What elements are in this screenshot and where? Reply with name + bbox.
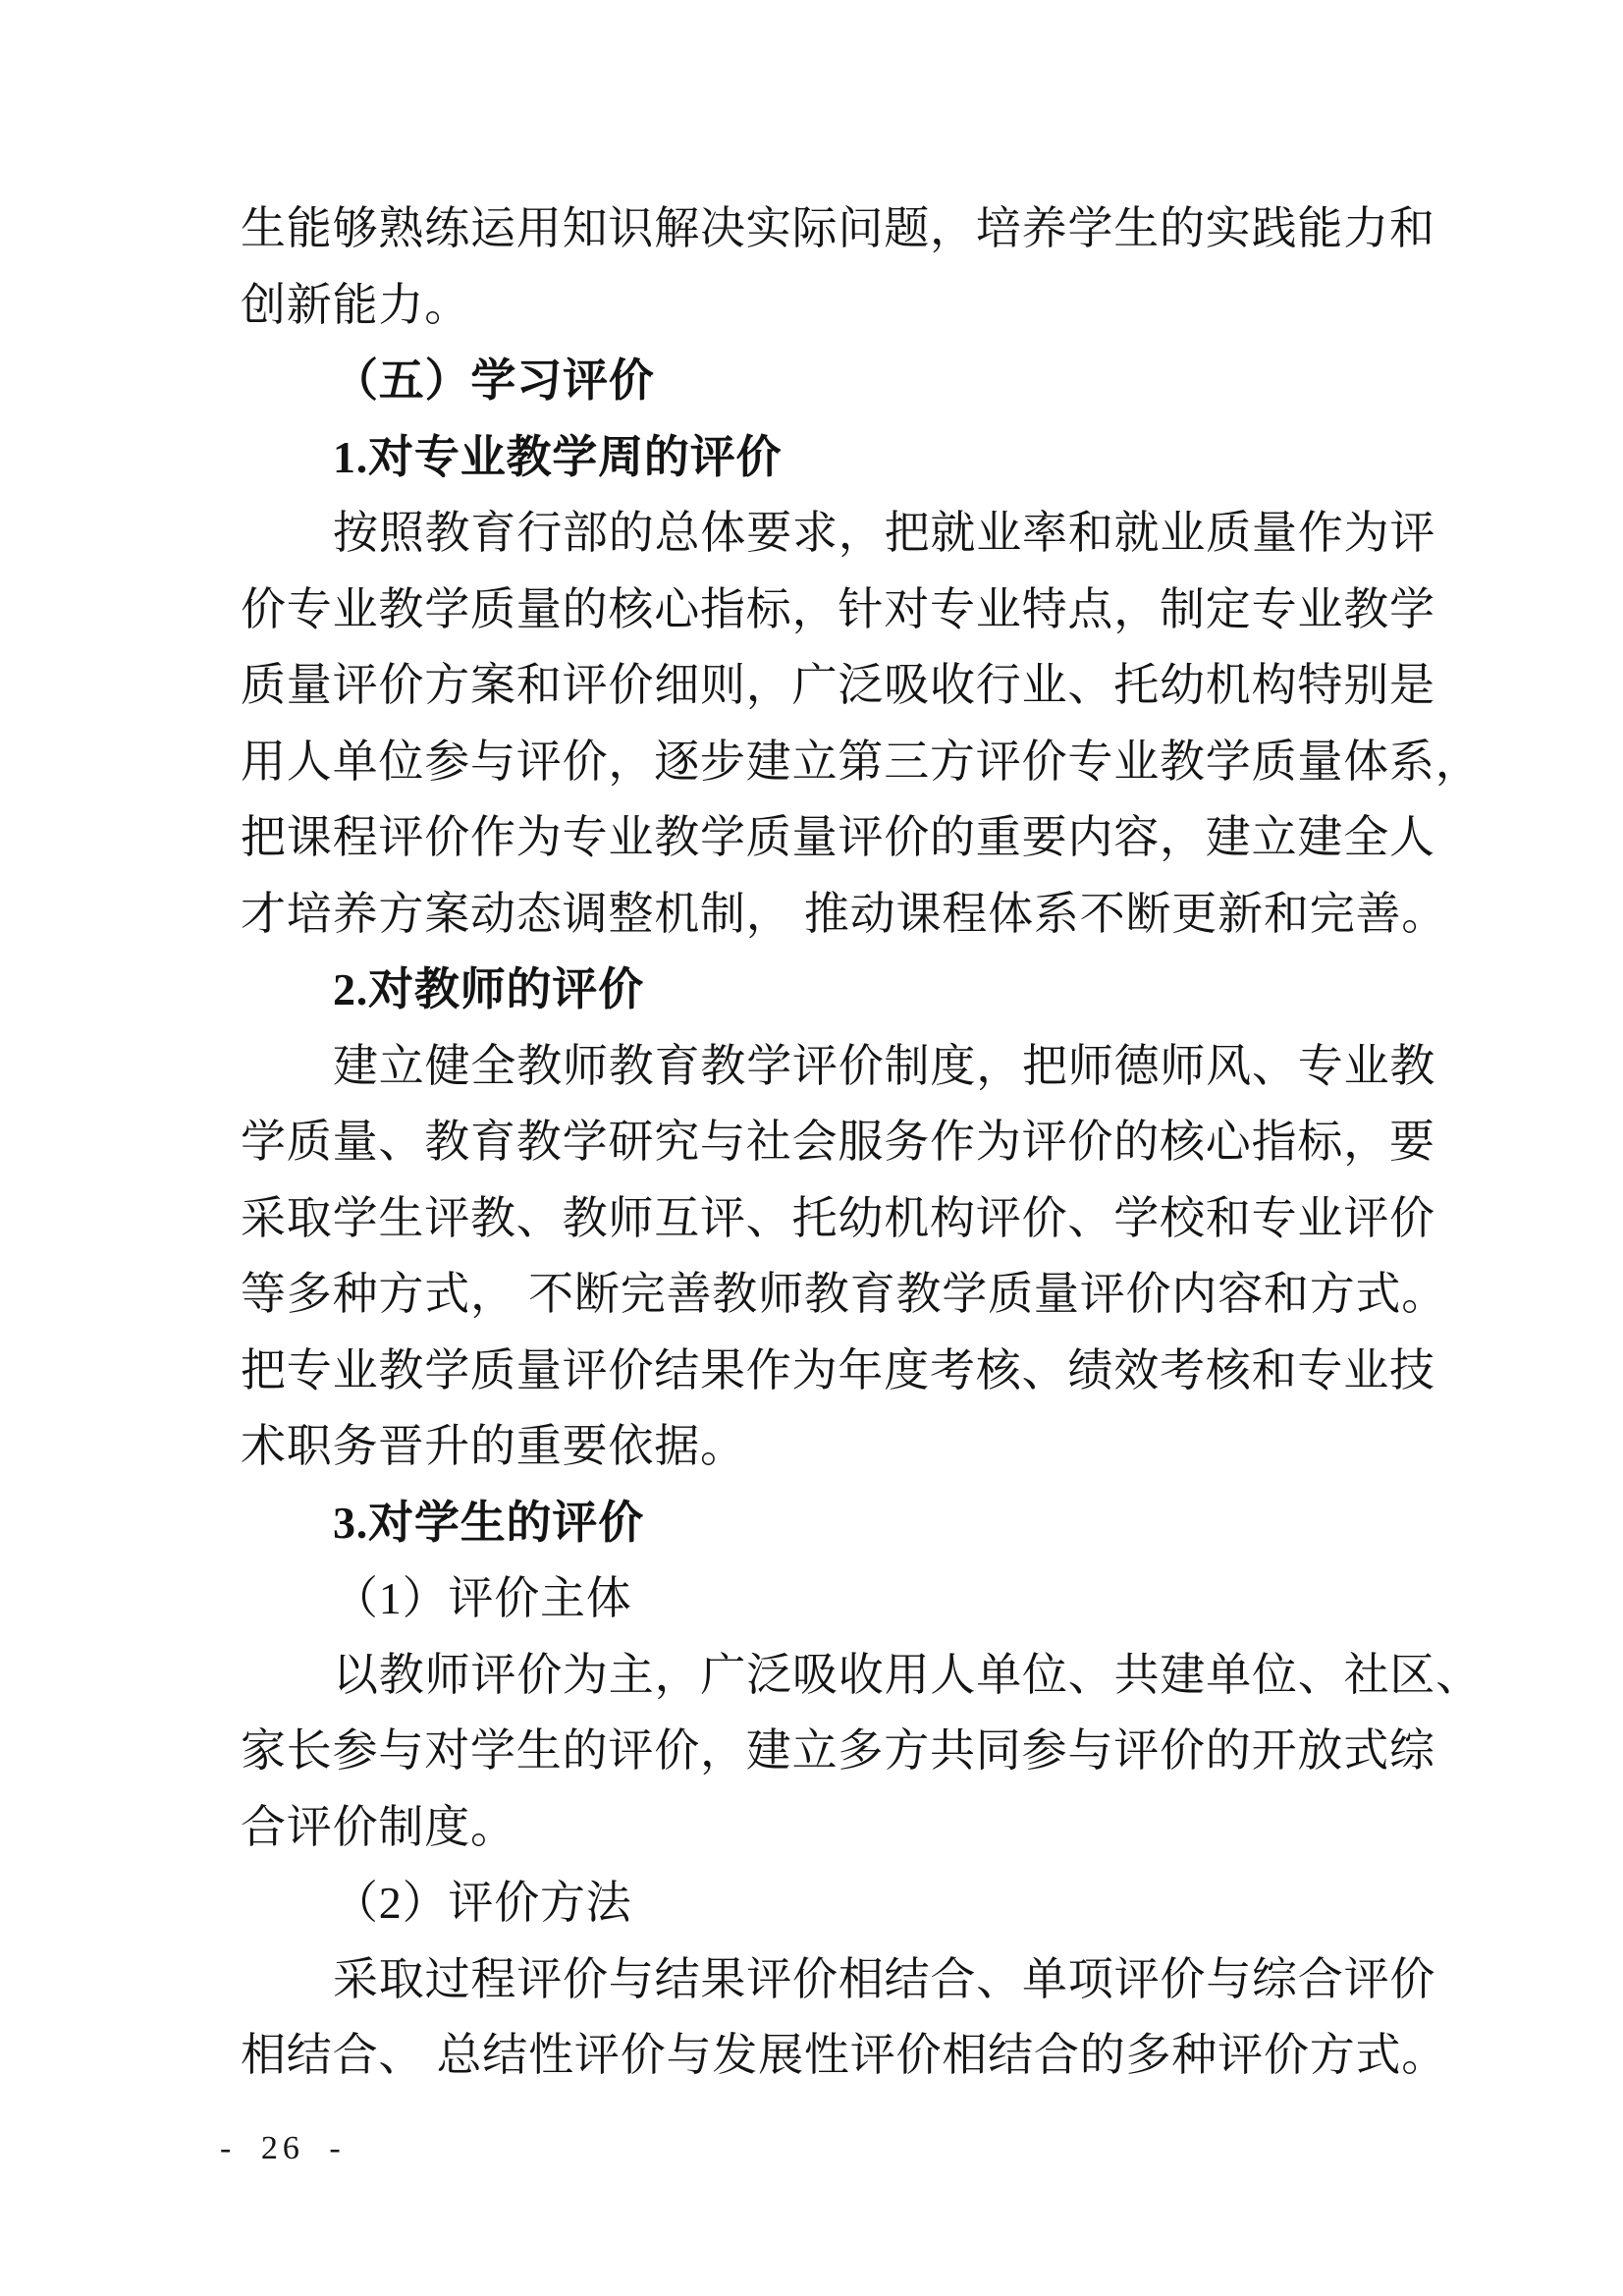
body-text-line: 建立健全教师教育教学评价制度，把师德师风、专业教 <box>333 1040 1436 1091</box>
body-text-line: 质量评价方案和评价细则，广泛吸收行业、托幼机构特别是 <box>241 660 1435 710</box>
body-text-line: 按照教育行部的总体要求，把就业率和就业质量作为评 <box>333 508 1436 558</box>
body-text-line: 采取过程评价与结果评价相结合、单项评价与综合评价 <box>333 1953 1436 2004</box>
page-number: - 26 - <box>220 2130 346 2166</box>
body-text-line: 才培养方案动态调整机制， 推动课程体系不断更新和完善。 <box>241 888 1448 939</box>
body-text-line: 合评价制度。 <box>241 1801 516 1852</box>
section-heading-line: （五）学习评价 <box>333 355 655 406</box>
section-heading-line: 1.对专业教学周的评价 <box>333 431 783 482</box>
body-text-line: 把专业教学质量评价结果作为年度考核、绩效考核和专业技 <box>241 1344 1435 1395</box>
body-text-line: 采取学生评教、教师互评、托幼机构评价、学校和专业评价 <box>241 1192 1435 1243</box>
body-text-line: 以教师评价为主，广泛吸收用人单位、共建单位、社区、 <box>333 1649 1482 1700</box>
body-text-line: 价专业教学质量的核心指标，针对专业特点，制定专业教学 <box>241 583 1435 634</box>
section-heading-line: 2.对教师的评价 <box>333 964 644 1014</box>
document-body <box>241 191 1482 2094</box>
body-text-line: 家长参与对学生的评价，建立多方共同参与评价的开放式综 <box>241 1725 1435 1776</box>
body-text-line: 术职务晋升的重要依据。 <box>241 1421 746 1471</box>
body-text-line: 学质量、教育教学研究与社会服务作为评价的核心指标，要 <box>241 1117 1435 1167</box>
body-text-line: （2）评价方法 <box>333 1878 632 1928</box>
body-text-line: 创新能力。 <box>241 279 470 330</box>
section-heading-line: 3.对学生的评价 <box>333 1497 644 1548</box>
body-text-line: （1）评价主体 <box>333 1573 632 1623</box>
body-text-line: 生能够熟练运用知识解决实际问题，培养学生的实践能力和 <box>241 203 1435 253</box>
body-text-line: 相结合、 总结性评价与发展性评价相结合的多种评价方式。 <box>241 2030 1448 2080</box>
body-text-line: 用人单位参与评价，逐步建立第三方评价专业教学质量体系， <box>241 736 1482 787</box>
body-text-line: 把课程评价作为专业教学质量评价的重要内容，建立建全人 <box>241 812 1435 862</box>
body-text-line: 等多种方式， 不断完善教师教育教学质量评价内容和方式。 <box>241 1269 1448 1319</box>
